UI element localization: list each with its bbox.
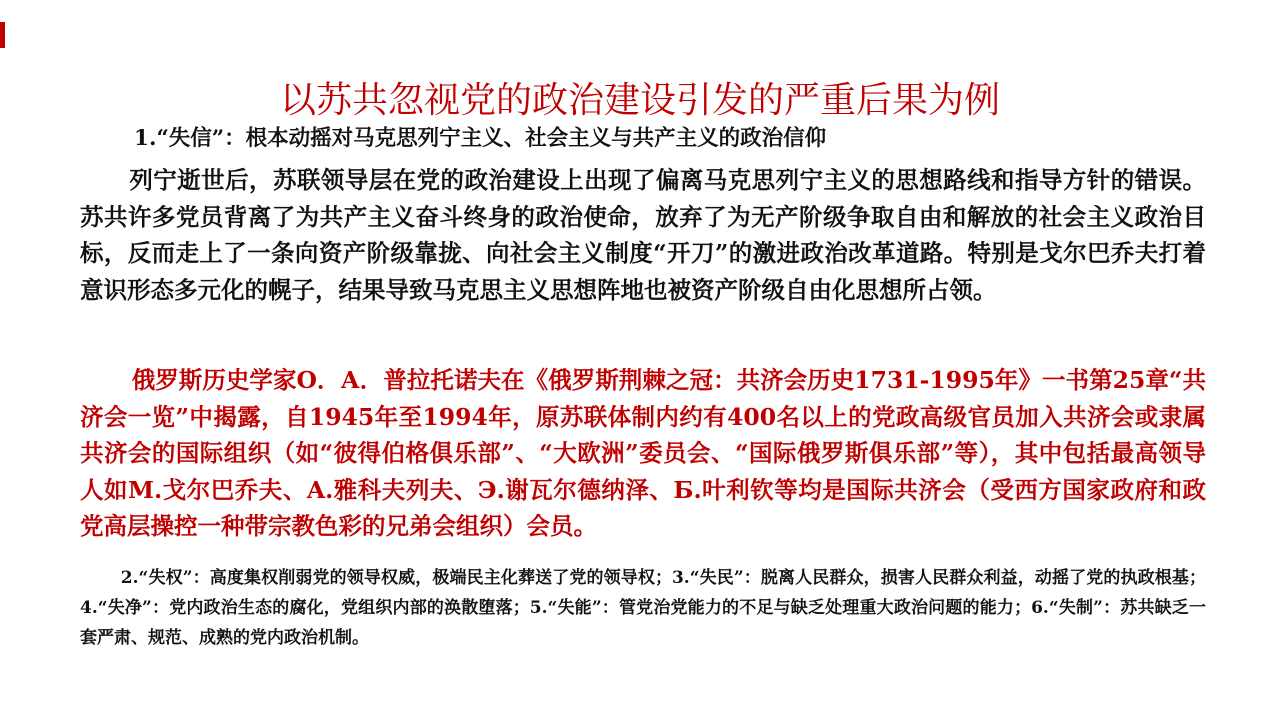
accent-bar xyxy=(0,22,5,48)
paragraph-body-1: 列宁逝世后，苏联领导层在党的政治建设上出现了偏离马克思列宁主义的思想路线和指导方针的错误。苏共许多党员背离了为共产主义奋斗终身的政治使命，放弃了为无产阶级争取自由和解放的社会主义政治目标，反而走上了一条向资产阶级靠拢、向社会主义制度“开刀”的激进政治改革道路。特别是戈尔巴乔夫打着意识形态多元化的幌子，结果导致马克思主义思想阵地也被资产阶级自由化思想所占领。 xyxy=(80,166,1206,304)
slide-title: 以苏共忽视党的政治建设引发的严重后果为例 xyxy=(279,80,1000,121)
section-heading-1: 1.“失信”：根本动摇对马克思列宁主义、社会主义与共产主义的政治信仰 xyxy=(134,126,827,151)
paragraph-highlight-red: 俄罗斯历史学家О．А．普拉托诺夫在《俄罗斯荆棘之冠：共济会历史1731-1995年》一书第25章“共济会一览”中揭露，自1945年至1994年，原苏联体制内约有400名以上的党政高级官员加入共济会或隶属共济会的国际组织（如“彼得伯格俱乐部”、“大欧洲”委员会、“国际俄罗斯俱乐部”等），其中包括最高领导人如M.戈尔巴乔夫、A.雅科夫列夫、Э.谢瓦尔德纳泽、Б.叶利钦等均是国际共济会（受西方国家政府和政党高层操控一种带宗教色彩的兄弟会组织）会员。 xyxy=(80,366,1206,540)
paragraph-summary-points: 2.“失权”：高度集权削弱党的领导权威，极端民主化葬送了党的领导权；3.“失民”：脱离人民群众，损害人民群众利益，动摇了党的执政根基；4.“失净”：党内政治生态的腐化，党组织内部的涣散堕落；5.“失能”：管党治党能力的不足与缺乏处理重大政治问题的能力；6.“失制”：苏共缺乏一套严肃、规范、成熟的党内政治机制。 xyxy=(80,568,1206,648)
